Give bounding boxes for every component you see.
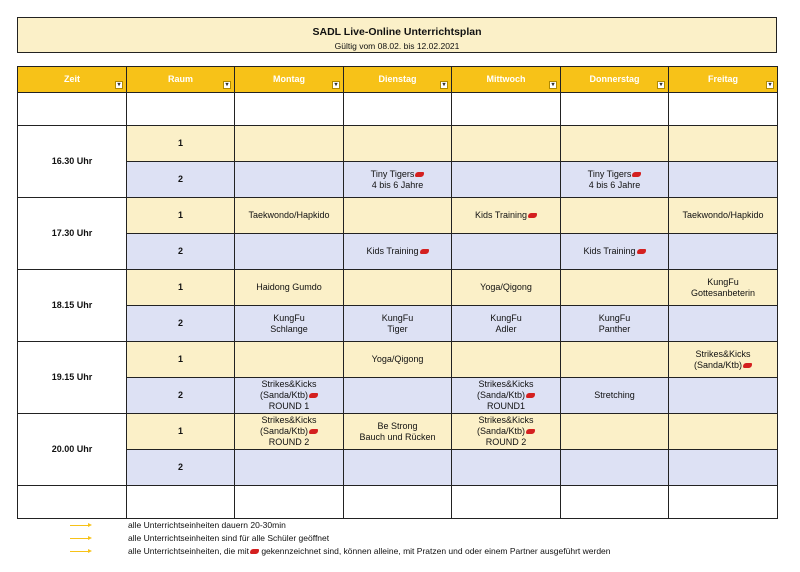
class-name: (Sanda/Ktb) bbox=[259, 426, 309, 436]
class-name: Kids Training bbox=[583, 246, 636, 256]
class-cell bbox=[344, 378, 452, 414]
col-header-donnerstag bbox=[561, 67, 669, 93]
col-header-zeit bbox=[18, 67, 127, 93]
glove-icon bbox=[250, 549, 259, 554]
table-row bbox=[18, 378, 778, 414]
spacer-row bbox=[18, 93, 778, 126]
empty-cell bbox=[561, 93, 669, 126]
glove-icon bbox=[309, 429, 318, 434]
class-name: ROUND 2 bbox=[268, 437, 310, 447]
class-cell bbox=[561, 306, 669, 342]
col-header-label: Raum bbox=[167, 74, 193, 84]
footnote-text bbox=[128, 546, 611, 556]
time-cell: 19.15 Uhr bbox=[18, 342, 127, 414]
time-cell: 20.00 Uhr bbox=[18, 414, 127, 486]
empty-cell bbox=[669, 486, 778, 519]
class-cell bbox=[235, 306, 344, 342]
class-cell bbox=[561, 450, 669, 486]
class-cell bbox=[235, 162, 344, 198]
class-name: 4 bis 6 Jahre bbox=[588, 179, 641, 190]
table-row bbox=[18, 198, 778, 234]
empty-cell bbox=[561, 486, 669, 519]
room-cell: 2 bbox=[127, 450, 235, 486]
class-cell bbox=[235, 234, 344, 270]
class-cell bbox=[235, 270, 344, 306]
validity-subtitle: Gültig vom 08.02. bis 12.02.2021 bbox=[334, 41, 460, 51]
page-title: SADL Live-Online Unterrichtsplan bbox=[312, 26, 482, 38]
table-row bbox=[18, 306, 778, 342]
glove-icon bbox=[415, 172, 424, 177]
col-header-label: Montag bbox=[273, 74, 305, 84]
col-header-label: Donnerstag bbox=[589, 74, 640, 84]
time-cell: 17.30 Uhr bbox=[18, 198, 127, 270]
class-cell bbox=[452, 126, 561, 162]
class-name: Gottesanbeterin bbox=[690, 287, 756, 298]
col-header-freitag bbox=[669, 67, 778, 93]
empty-cell bbox=[127, 486, 235, 519]
empty-cell bbox=[235, 93, 344, 126]
class-cell bbox=[452, 342, 561, 378]
empty-cell bbox=[452, 486, 561, 519]
class-cell bbox=[344, 198, 452, 234]
class-name: Yoga/Qigong bbox=[371, 354, 424, 364]
class-cell bbox=[669, 306, 778, 342]
empty-cell bbox=[18, 486, 127, 519]
class-name: Strikes&Kicks bbox=[261, 379, 317, 389]
class-cell bbox=[452, 198, 561, 234]
class-cell bbox=[561, 234, 669, 270]
class-cell bbox=[669, 342, 778, 378]
table-row bbox=[18, 234, 778, 270]
class-cell bbox=[669, 414, 778, 450]
class-name: Schlange bbox=[270, 323, 308, 334]
class-name: Taekwondo/Hapkido bbox=[248, 210, 330, 220]
class-name: (Sanda/Ktb) bbox=[476, 426, 526, 436]
empty-cell bbox=[127, 93, 235, 126]
col-header-montag bbox=[235, 67, 344, 93]
room-cell: 2 bbox=[127, 306, 235, 342]
class-cell bbox=[561, 162, 669, 198]
class-cell bbox=[669, 378, 778, 414]
class-cell bbox=[561, 342, 669, 378]
class-name: 4 bis 6 Jahre bbox=[371, 179, 424, 190]
empty-cell bbox=[235, 486, 344, 519]
class-name: Strikes&Kicks bbox=[478, 415, 534, 425]
table-row bbox=[18, 450, 778, 486]
class-name: KungFu bbox=[273, 312, 305, 323]
class-name: KungFu bbox=[598, 312, 631, 323]
col-header-dienstag bbox=[344, 67, 452, 93]
class-name: Be Strong bbox=[377, 420, 418, 431]
class-cell bbox=[452, 378, 561, 414]
class-cell bbox=[235, 378, 344, 414]
filter-dropdown-icon[interactable]: ▾ bbox=[223, 81, 231, 89]
table-row bbox=[18, 162, 778, 198]
footnote-text: alle Unterrichtseinheiten dauern 20-30min bbox=[128, 520, 286, 530]
table-row bbox=[18, 126, 778, 162]
room-cell: 1 bbox=[127, 270, 235, 306]
class-name: Strikes&Kicks bbox=[695, 348, 751, 359]
time-cell: 16.30 Uhr bbox=[18, 126, 127, 198]
class-name: Kids Training bbox=[474, 210, 528, 220]
header-row bbox=[18, 67, 778, 93]
class-cell bbox=[344, 342, 452, 378]
class-cell bbox=[344, 450, 452, 486]
empty-cell bbox=[344, 93, 452, 126]
filter-dropdown-icon[interactable]: ▾ bbox=[332, 81, 340, 89]
filter-dropdown-icon[interactable]: ▾ bbox=[657, 81, 665, 89]
table-row bbox=[18, 270, 778, 306]
class-cell bbox=[344, 270, 452, 306]
class-cell bbox=[452, 306, 561, 342]
class-cell bbox=[452, 234, 561, 270]
schedule-table bbox=[17, 66, 778, 519]
arrow-icon bbox=[70, 525, 90, 526]
class-cell bbox=[561, 198, 669, 234]
arrow-icon bbox=[70, 538, 90, 539]
class-cell bbox=[344, 306, 452, 342]
glove-icon bbox=[526, 429, 535, 434]
filter-dropdown-icon[interactable]: ▾ bbox=[115, 81, 123, 89]
col-header-label: Zeit bbox=[63, 74, 80, 84]
spacer-row bbox=[18, 486, 778, 519]
class-name: ROUND 1 bbox=[268, 401, 310, 411]
class-name: Yoga/Qigong bbox=[480, 282, 532, 292]
class-name: Kids Training bbox=[366, 246, 419, 256]
col-header-label: Mittwoch bbox=[486, 74, 526, 84]
empty-cell bbox=[18, 93, 127, 126]
title-box bbox=[17, 17, 777, 53]
class-cell bbox=[561, 378, 669, 414]
class-name: KungFu bbox=[490, 312, 522, 323]
class-cell bbox=[235, 126, 344, 162]
class-name: Stretching bbox=[594, 390, 635, 400]
class-name: Tiny Tigers bbox=[587, 168, 632, 179]
class-name: Tiny Tigers bbox=[370, 168, 415, 179]
class-name: ROUND 2 bbox=[485, 437, 527, 447]
class-cell bbox=[452, 450, 561, 486]
class-name: ROUND1 bbox=[486, 401, 525, 411]
glove-icon bbox=[528, 213, 537, 218]
room-cell: 2 bbox=[127, 162, 235, 198]
filter-dropdown-icon[interactable]: ▾ bbox=[766, 81, 774, 89]
class-cell bbox=[452, 414, 561, 450]
col-header-label: Freitag bbox=[707, 74, 738, 84]
glove-icon bbox=[420, 249, 429, 254]
class-name: Tiger bbox=[387, 323, 408, 334]
time-cell: 18.15 Uhr bbox=[18, 270, 127, 342]
class-cell bbox=[452, 270, 561, 306]
class-cell bbox=[669, 198, 778, 234]
class-cell bbox=[561, 270, 669, 306]
glove-icon bbox=[637, 249, 646, 254]
class-name: Strikes&Kicks bbox=[478, 379, 534, 389]
class-cell bbox=[235, 198, 344, 234]
col-header-mittwoch bbox=[452, 67, 561, 93]
class-cell bbox=[235, 342, 344, 378]
glove-icon bbox=[526, 393, 535, 398]
table-row bbox=[18, 342, 778, 378]
footnote-text-part: gekennzeichnet sind, können alleine, mit Pratzen und oder einem Partner ausgeführt werden bbox=[258, 546, 611, 556]
class-cell bbox=[561, 126, 669, 162]
class-name: KungFu bbox=[707, 276, 739, 287]
room-cell: 1 bbox=[127, 342, 235, 378]
class-cell bbox=[669, 234, 778, 270]
class-name: Haidong Gumdo bbox=[256, 282, 322, 292]
class-cell bbox=[669, 162, 778, 198]
col-header-raum bbox=[127, 67, 235, 93]
room-cell: 2 bbox=[127, 378, 235, 414]
class-cell bbox=[669, 450, 778, 486]
footnote-text: alle Unterrichtseinheiten sind für alle Schüler geöffnet bbox=[128, 533, 330, 543]
room-cell: 1 bbox=[127, 414, 235, 450]
class-name: Bauch und Rücken bbox=[359, 431, 436, 442]
room-cell: 1 bbox=[127, 126, 235, 162]
footnote-text-part: alle Unterrichtseinheiten, die mit bbox=[128, 546, 249, 556]
class-name: (Sanda/Ktb) bbox=[693, 359, 743, 370]
empty-cell bbox=[669, 93, 778, 126]
class-cell bbox=[344, 414, 452, 450]
arrow-icon bbox=[70, 551, 90, 552]
glove-icon bbox=[743, 363, 752, 368]
col-header-label: Dienstag bbox=[378, 74, 417, 84]
room-cell: 1 bbox=[127, 198, 235, 234]
empty-cell bbox=[452, 93, 561, 126]
class-cell bbox=[344, 126, 452, 162]
filter-dropdown-icon[interactable]: ▾ bbox=[440, 81, 448, 89]
class-name: (Sanda/Ktb) bbox=[259, 390, 309, 400]
table-row bbox=[18, 414, 778, 450]
class-name: Panther bbox=[598, 323, 631, 334]
class-name: (Sanda/Ktb) bbox=[476, 390, 526, 400]
glove-icon bbox=[309, 393, 318, 398]
room-cell: 2 bbox=[127, 234, 235, 270]
class-cell bbox=[235, 414, 344, 450]
class-name: Strikes&Kicks bbox=[261, 415, 317, 425]
class-name: Taekwondo/Hapkido bbox=[682, 210, 764, 220]
class-cell bbox=[344, 162, 452, 198]
class-cell bbox=[452, 162, 561, 198]
class-cell bbox=[669, 270, 778, 306]
class-name: Adler bbox=[495, 323, 517, 334]
class-cell bbox=[561, 414, 669, 450]
class-name: KungFu bbox=[381, 312, 414, 323]
filter-dropdown-icon[interactable]: ▾ bbox=[549, 81, 557, 89]
class-cell bbox=[344, 234, 452, 270]
glove-icon bbox=[632, 172, 641, 177]
class-cell bbox=[669, 126, 778, 162]
empty-cell bbox=[344, 486, 452, 519]
class-cell bbox=[235, 450, 344, 486]
